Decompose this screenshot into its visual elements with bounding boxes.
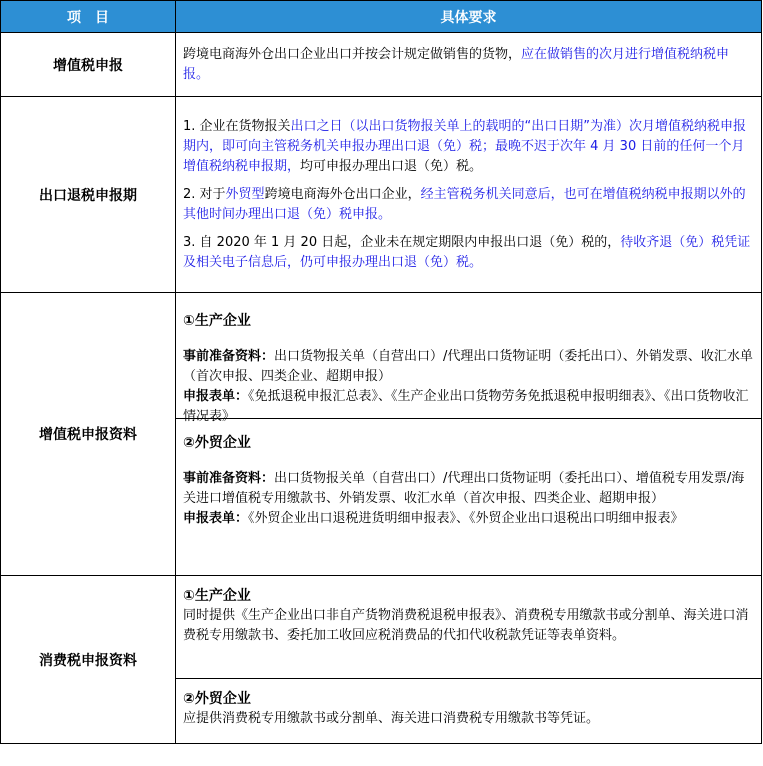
prep-docs [183,347,754,387]
row-label-refund-period: 出口退税申报期 [1,97,176,293]
paragraph-2 [183,185,754,225]
text: 2. 对于 [183,186,226,202]
header-requirements: 具体要求 [176,1,762,33]
text: 3. 自 2020 年 1 月 20 日起，企业未在规定期限内申报出口退（免）税的， [183,234,621,250]
text: 均可申报办理出口退（免）税。 [300,158,483,174]
highlight-text: 应在做销售的次月进行增值税纳税申报。 [183,46,730,82]
highlight-text: 经主管税务机关同意后，也可在增值税纳税申报期以外的其他时间办理出口退（免）税申报。 [183,186,746,222]
table-row [1,293,762,576]
paragraph-1 [183,117,754,177]
label: 事前准备资料： [183,471,275,486]
row-content-refund-period [176,97,762,293]
highlight-text: 出口之日（以出口货物报关单上的载明的“出口日期”为准）次月增值税纳税申报期内，即可向主管税务机关申报办理出口退（免）税； [183,118,747,154]
section-trading [176,419,761,575]
section-production [176,576,761,679]
text: 出口货物报关单（自营出口）/代理出口货物证明（委托出口）、增值税专用发票/海关进口增值税专用缴款书、外销发票、收汇水单（首次申报、四类企业、超期申报） [183,471,745,506]
label: 事前准备资料： [183,349,275,364]
table-row [1,33,762,97]
header-item: 项 目 [1,1,176,33]
highlight-text: 最晚不迟于次年 4 月 30 日前的任何一个月增值税纳税申报期， [183,138,745,174]
label: 申报表单： [183,511,249,526]
section-title: ①生产企业 [183,588,251,604]
text: 1. 企业在货物报关 [183,118,291,134]
table-header-row [1,1,762,33]
highlight-text: 待收齐退（免）税凭证及相关电子信息后，仍可申报办理出口退（免）税。 [183,234,751,270]
row-content-consumption-docs [176,576,762,744]
label: 申报表单： [183,389,249,404]
section-title: ②外贸企业 [183,691,251,707]
row-content-vat-filing [176,33,762,97]
row-label-vat-docs: 增值税申报资料 [1,293,176,576]
text: 《外贸企业出口退税进货明细申报表》、《外贸企业出口退税出口明细申报表》 [248,511,684,526]
section-production [176,293,761,424]
forms [183,509,754,529]
row-label-vat-filing: 增值税申报 [1,33,176,97]
section-text: 同时提供《生产企业出口非自产货物消费税退税申报表》、消费税专用缴款书或分割单、海关进口消费税专用缴款书、委托加工收回应税消费品的代扣代收税款凭证等表单资料。 [183,608,749,643]
highlight-text: 外贸型 [225,186,265,202]
section-title: ②外贸企业 [183,435,251,451]
section-text: 应提供消费税专用缴款书或分割单、海关进口消费税专用缴款书等凭证。 [183,711,600,726]
row-label-consumption-docs: 消费税申报资料 [1,576,176,744]
section-title: ①生产企业 [183,313,251,329]
table-row [1,576,762,744]
row-content-vat-docs [176,293,762,576]
text: 出口货物报关单（自营出口）/代理出口货物证明（委托出口）、外销发票、收汇水单（首次申报、四类企业、超期申报） [183,349,753,384]
prep-docs [183,469,754,509]
paragraph-3 [183,233,754,273]
section-trading [176,679,761,743]
text: 《免抵退税申报汇总表》、《生产企业出口货物劳务免抵退税申报明细表》、《出口货物收汇情况表》 [183,389,749,424]
text: 跨境电商海外仓出口企业， [264,186,421,202]
table-row [1,97,762,293]
text: 跨境电商海外仓出口企业出口并按会计规定做销售的货物， [183,46,522,62]
